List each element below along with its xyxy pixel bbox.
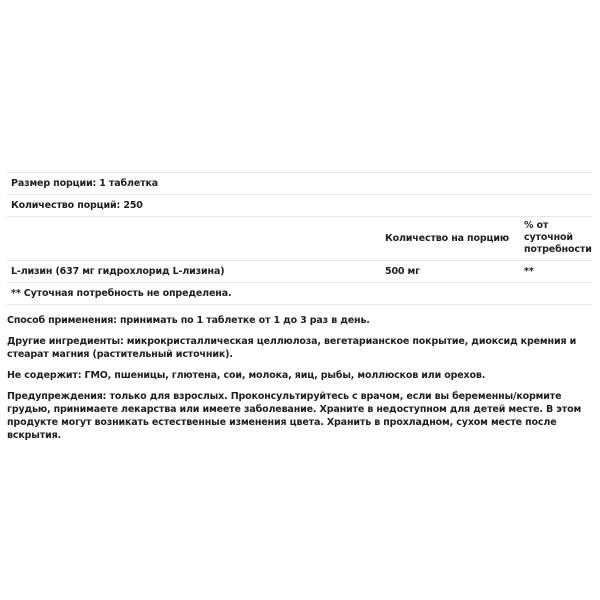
product-notes	[7, 314, 592, 450]
ingredient-amount: 500 мг	[385, 266, 420, 277]
daily-value-header: % от суточной потребности	[524, 220, 592, 255]
table-header-row	[7, 216, 592, 260]
other-ingredients: Другие ингредиенты: микрокристаллическая целлюлоза, вегетарианское покрытие, диоксид кремния и стеарат магния (растительный источник).	[7, 336, 577, 360]
servings-per-container: Количество порций: 250	[11, 200, 143, 211]
does-not-contain: Не содержит: ГМО, пшеницы, глютена, сои, молока, яиц, рыбы, моллюсков или орехов.	[7, 370, 486, 381]
ingredient-name: L-лизин (637 мг гидрохлорид L-лизина)	[11, 266, 225, 277]
supplement-facts-table	[7, 172, 592, 305]
footnote-row	[7, 282, 592, 305]
amount-per-serving-header: Количество на порцию	[385, 233, 509, 244]
footnote: ** Суточная потребность не определена.	[11, 288, 232, 299]
table-row	[7, 260, 592, 282]
warnings: Предупреждения: только для взрослых. Проконсультируйтесь с врачом, если вы беременны/кормите грудью, принимаете лекарства или имеете заболевание. Храните в недоступном для детей месте. В этом продукте могут возникать естественные изменения цвета. Хранить в прохладном, сухом месте после вскрытия.	[7, 391, 582, 441]
serving-size-row	[7, 172, 592, 194]
servings-per-container-row	[7, 194, 592, 216]
serving-size: Размер порции: 1 таблетка	[11, 178, 159, 189]
directions: Способ применения: принимать по 1 таблетке от 1 до 3 раз в день.	[7, 315, 370, 326]
ingredient-daily-value: **	[524, 266, 534, 277]
